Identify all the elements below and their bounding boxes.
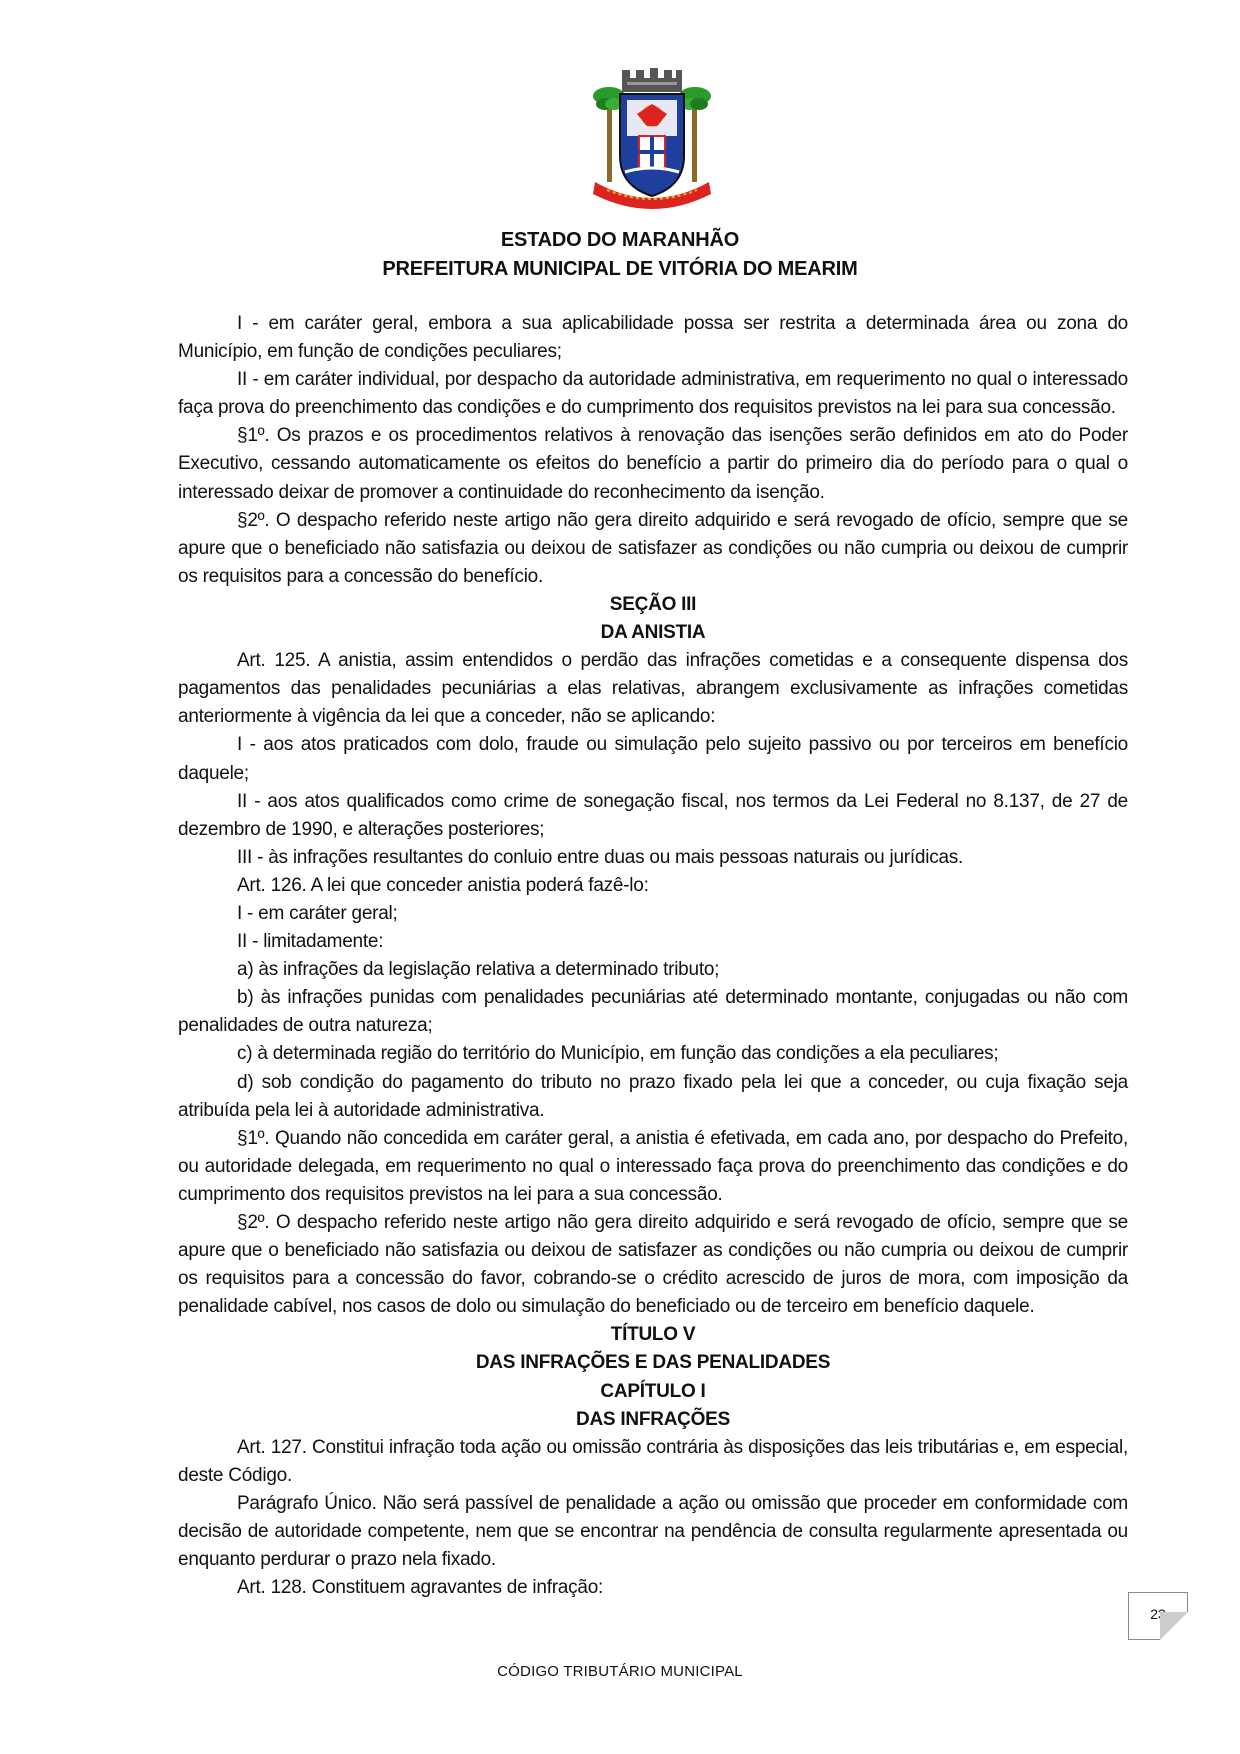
chapter-title: DAS INFRAÇÕES [575,1408,731,1430]
state-name: ESTADO DO MARANHÃO [500,229,740,251]
paragraph: II - limitadamente: [237,931,384,953]
section-title: DA ANISTIA [600,622,706,644]
section-heading: SEÇÃO III [609,593,697,615]
paragraph: Art. 128. Constituem agravantes de infração: [237,1577,604,1599]
prefecture-name: PREFEITURA MUNICIPAL DE VITÓRIA DO MEARIM [382,258,858,280]
page-number-box [1128,1592,1188,1640]
paragraph: Art. 126. A lei que conceder anistia poderá fazê-lo: [237,874,649,896]
paragraph: Parágrafo Único. Não será passível de penalidade a ação ou omissão que proceder em conformidade com decisão de autoridade competente, nem que se encontrar na pendência de consulta regularmente apresentada ou enquanto perdurar o prazo nela fixado. [178,1492,1128,1571]
document-header [0,226,1240,284]
title-name: DAS INFRAÇÕES E DAS PENALIDADES [475,1352,831,1374]
paragraph: §1º. Quando não concedida em caráter geral, a anistia é efetivada, em cada ano, por despacho do Prefeito, ou autoridade delegada, em requerimento no qual o interessado faça prova do preenchimento das condições e do cumprimento dos requisitos previstos na lei para a sua concessão. [178,1127,1128,1205]
paragraph: §2º. O despacho referido neste artigo não gera direito adquirido e será revogado de ofício, sempre que se apure que o beneficiado não satisfazia ou deixou de satisfazer as condições ou não cumpria ou deixou de cumprir os requisitos para a concessão do benefício. [178,509,1128,587]
paragraph: I - em caráter geral, embora a sua aplicabilidade possa ser restrita a determinada área ou zona do Município, em função de condições peculiares; [178,313,1128,363]
paragraph: a) às infrações da legislação relativa a determinado tributo; [237,959,720,981]
paragraph: II - aos atos qualificados como crime de sonegação fiscal, nos termos da Lei Federal no 8.137, de 27 de dezembro de 1990, e alterações posteriores; [178,790,1128,840]
municipal-coat-of-arms [587,64,717,212]
paragraph: Art. 125. A anistia, assim entendidos o perdão das infrações cometidas e a consequente dispensa dos pagamentos das penalidades pecuniárias a elas relativas, abrangem exclusivamente as infrações cometidas anteriormente à vigência da lei que a conceder, não se aplicando: [178,650,1128,728]
paragraph: III - às infrações resultantes do conluio entre duas ou mais pessoas naturais ou jurídicas. [237,846,964,868]
title-heading: TÍTULO V [610,1324,696,1346]
paragraph: d) sob condição do pagamento do tributo no prazo fixado pela lei que a conceder, ou cuja fixação seja atribuída pela lei à autoridade administrativa. [178,1071,1128,1121]
paragraph: §2º. O despacho referido neste artigo não gera direito adquirido e será revogado de ofício, sempre que se apure que o beneficiado não satisfazia ou deixou de satisfazer as condições ou não cumpria ou deixou de cumprir os requisitos para a concessão do favor, cobrando-se o crédito acrescido de juros de mora, com imposição da penalidade cabível, nos casos de dolo ou simulação do beneficiado ou de terceiro em benefício daquele. [178,1212,1128,1318]
document-body [178,310,1128,1602]
paragraph: §1º. Os prazos e os procedimentos relativos à renovação das isenções serão definidos em ato do Poder Executivo, cessando automaticamente os efeitos do benefício a partir do primeiro dia do período para o qual o interessado deixar de promover a continuidade do reconhecimento da isenção. [178,425,1128,503]
page-curl-icon [1160,1612,1188,1640]
paragraph: Art. 127. Constitui infração toda ação ou omissão contrária às disposições das leis tributárias e, em especial, deste Código. [178,1436,1128,1486]
page-number: 23 [1150,1606,1166,1622]
paragraph: I - aos atos praticados com dolo, fraude ou simulação pelo sujeito passivo ou por terceiros em benefício daquele; [178,734,1128,784]
paragraph: I - em caráter geral; [237,902,398,924]
chapter-heading: CAPÍTULO I [600,1380,706,1402]
paragraph: b) às infrações punidas com penalidades pecuniárias até determinado montante, conjugadas ou não com penalidades de outra natureza; [178,987,1128,1037]
page-footer: CÓDIGO TRIBUTÁRIO MUNICIPAL [497,1663,743,1680]
paragraph: II - em caráter individual, por despacho da autoridade administrativa, em requerimento no qual o interessado faça prova do preenchimento das condições e do cumprimento dos requisitos previstos na lei para sua concessão. [178,369,1128,419]
mural-crown-icon [622,68,682,92]
paragraph: c) à determinada região do território do Município, em função das condições a ela peculiares; [237,1043,999,1065]
